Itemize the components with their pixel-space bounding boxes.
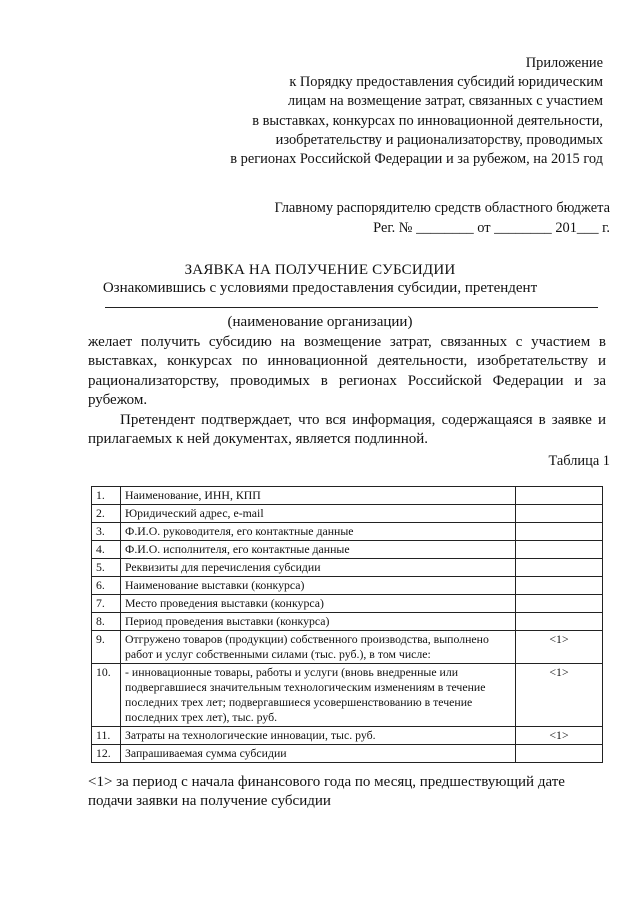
application-table	[91, 486, 603, 763]
body-text	[88, 333, 606, 449]
row-name: Место проведения выставки (конкурса)	[121, 595, 516, 613]
row-number: 7.	[92, 595, 121, 613]
organization-caption: (наименование организации)	[227, 314, 413, 330]
row-value	[516, 577, 603, 595]
row-number: 4.	[92, 541, 121, 559]
row-value	[516, 613, 603, 631]
table-row	[92, 727, 603, 745]
row-value: <1>	[516, 727, 603, 745]
row-value	[516, 745, 603, 763]
row-value: <1>	[516, 631, 603, 664]
row-number: 6.	[92, 577, 121, 595]
table-row	[92, 523, 603, 541]
row-name: Юридический адрес, e-mail	[121, 505, 516, 523]
row-name: Ф.И.О. руководителя, его контактные данные	[121, 523, 516, 541]
row-number: 1.	[92, 487, 121, 505]
row-value	[516, 559, 603, 577]
row-number: 10.	[92, 664, 121, 727]
row-value: <1>	[516, 664, 603, 727]
row-name: - инновационные товары, работы и услуги (вновь внедренные или подвергавшиеся значительным технологическим изменениям в течение последних трех лет; подвергавшиеся усовершенствованию в течение последних трех лет), тыс. руб.	[121, 664, 516, 727]
table-row	[92, 613, 603, 631]
row-number: 8.	[92, 613, 121, 631]
row-number: 9.	[92, 631, 121, 664]
row-value	[516, 487, 603, 505]
annex-line: Приложение	[525, 55, 603, 71]
table-row	[92, 631, 603, 664]
row-name: Наименование выставки (конкурса)	[121, 577, 516, 595]
annex-line: к Порядку предоставления субсидий юридическим	[289, 74, 603, 91]
document-title: ЗАЯВКА НА ПОЛУЧЕНИЕ СУБСИДИИ	[184, 262, 456, 278]
table-row	[92, 541, 603, 559]
row-name: Запрашиваемая сумма субсидии	[121, 745, 516, 763]
recipient-line: Главному распорядителю средств областного бюджета	[274, 200, 610, 216]
recipient-block	[275, 199, 611, 238]
annex-line: лицам на возмещение затрат, связанных с участием	[287, 93, 603, 110]
row-number: 11.	[92, 727, 121, 745]
row-value	[516, 523, 603, 541]
table-row	[92, 595, 603, 613]
row-name: Наименование, ИНН, КПП	[121, 487, 516, 505]
row-value	[516, 505, 603, 523]
paragraph-confirmation: Претендент подтверждает, что вся информация, содержащаяся в заявке и прилагаемых к ней документах, является подлинной.	[88, 411, 606, 448]
row-name: Отгружено товаров (продукции) собственного производства, выполнено работ и услуг собственными силами (тыс. руб.), в том числе:	[121, 631, 516, 664]
registration-line: Рег. № ________ от ________ 201___ г.	[373, 219, 610, 236]
row-number: 3.	[92, 523, 121, 541]
paragraph-request: желает получить субсидию на возмещение затрат, связанных с участием в выставках, конкурсах по инновационной деятельности, изобретательству и рационализаторству, проводимых в регионах Российской Федерации и за рубежом.	[88, 334, 606, 409]
annex-line: в выставках, конкурсах по инновационной деятельности,	[252, 112, 603, 129]
table-row	[92, 559, 603, 577]
row-name: Реквизиты для перечисления субсидии	[121, 559, 516, 577]
table-row	[92, 487, 603, 505]
footnote: <1> за период с начала финансового года по месяц, предшествующий дате подачи заявки на получение субсидии	[88, 774, 565, 810]
annex-header	[230, 54, 603, 169]
row-name: Затраты на технологические инновации, тыс. руб.	[121, 727, 516, 745]
organization-blank-line	[105, 307, 598, 308]
row-number: 2.	[92, 505, 121, 523]
annex-line: изобретательству и рационализаторству, проводимых	[275, 131, 603, 148]
table-caption: Таблица 1	[548, 453, 610, 469]
row-name: Период проведения выставки (конкурса)	[121, 613, 516, 631]
annex-line: в регионах Российской Федерации и за рубежом, на 2015 год	[230, 151, 603, 168]
intro-line: Ознакомившись с условиями предоставления субсидии, претендент	[102, 280, 538, 296]
table-row	[92, 745, 603, 763]
table-row	[92, 577, 603, 595]
row-name: Ф.И.О. исполнителя, его контактные данные	[121, 541, 516, 559]
row-number: 5.	[92, 559, 121, 577]
row-number: 12.	[92, 745, 121, 763]
row-value	[516, 541, 603, 559]
row-value	[516, 595, 603, 613]
table-row	[92, 664, 603, 727]
table-row	[92, 505, 603, 523]
